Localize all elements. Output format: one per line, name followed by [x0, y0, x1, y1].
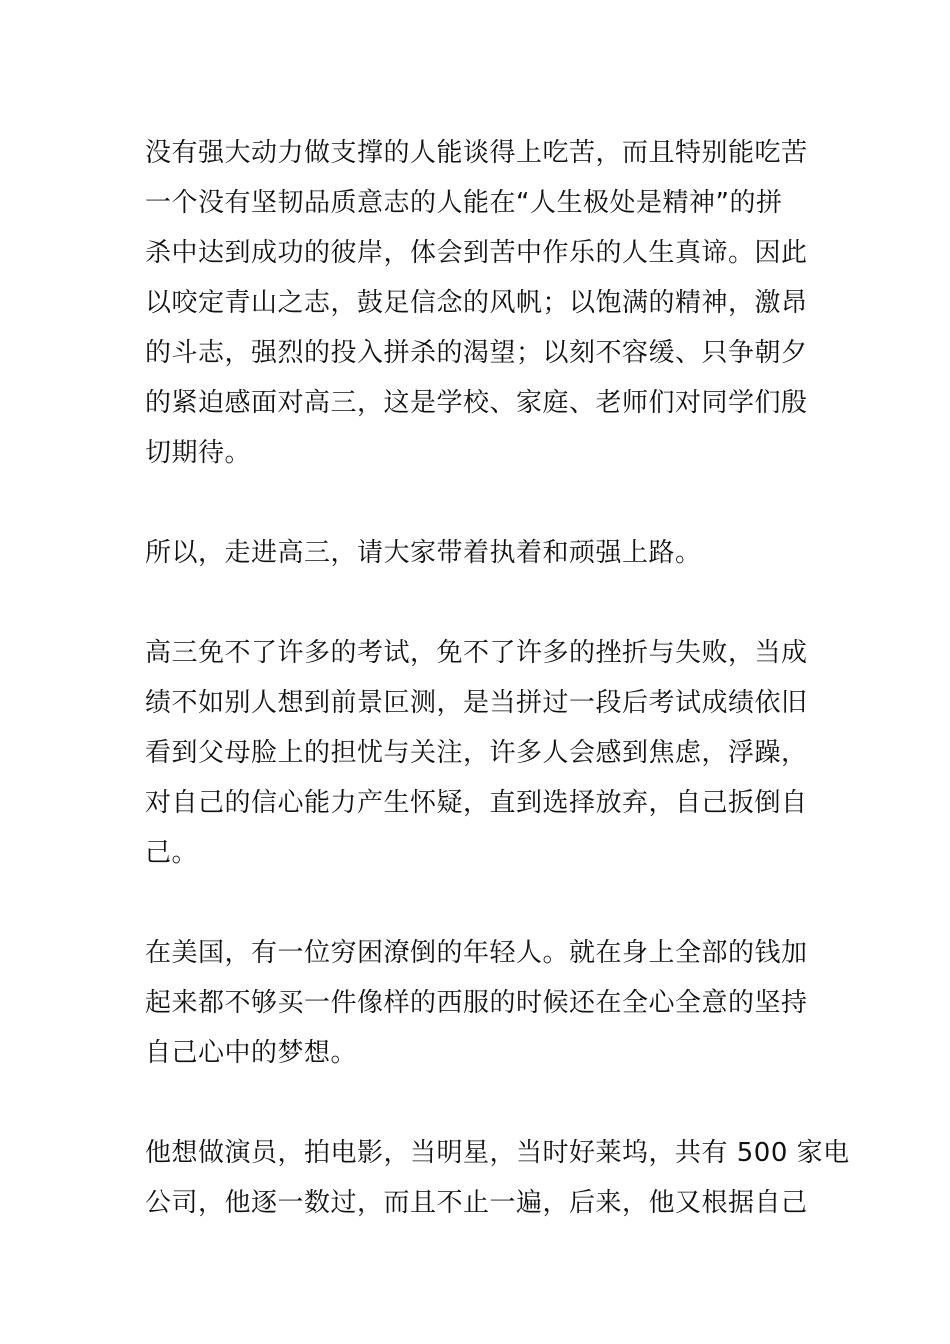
text-line: 在美国，有一位穷困潦倒的年轻人。就在身上全部的钱加	[145, 938, 808, 968]
paragraph	[145, 528, 815, 578]
text-line: 高三免不了许多的考试，免不了许多的挫折与失败，当成	[145, 638, 808, 668]
text-line: 起来都不够买一件像样的西服的时候还在全心全意的坚持	[145, 988, 808, 1018]
text-line: 公司，他逐一数过，而且不止一遍，后来，他又根据自己	[145, 1188, 808, 1218]
text-line: 他想做演员，拍电影，当明星，当时好莱坞，共有 500 家电	[145, 1138, 850, 1168]
text-line: 对自己的信心能力产生怀疑，直到选择放弃，自己扳倒自	[145, 788, 808, 818]
text-line: 所以，走进高三，请大家带着执着和顽强上路。	[145, 538, 702, 568]
document-body	[145, 128, 850, 1278]
text-line: 的紧迫感面对高三，这是学校、家庭、老师们对同学们殷	[145, 388, 808, 418]
text-line: 杀中达到成功的彼岸，体会到苦中作乐的人生真谛。因此	[145, 238, 808, 268]
text-line: 的斗志，强烈的投入拼杀的渴望；以刻不容缓、只争朝夕	[145, 338, 808, 368]
text-line: 没有强大动力做支撑的人能谈得上吃苦，而且特别能吃苦	[145, 138, 808, 168]
text-line: 以咬定青山之志，鼓足信念的风帆；以饱满的精神，激昂	[145, 288, 808, 318]
paragraph	[145, 928, 815, 1078]
text-line: 绩不如别人想到前景叵测，是当拼过一段后考试成绩依旧	[145, 688, 808, 718]
text-line: 自己心中的梦想。	[145, 1038, 358, 1068]
paragraph	[145, 1128, 850, 1228]
paragraph	[145, 128, 815, 478]
text-line: 己。	[145, 838, 199, 868]
text-line: 一个没有坚韧品质意志的人能在“人生极处是精神”的拼	[145, 188, 783, 218]
text-line: 看到父母脸上的担忧与关注，许多人会感到焦虑，浮躁，	[145, 738, 808, 768]
text-line: 切期待。	[145, 438, 252, 468]
paragraph	[145, 628, 815, 878]
